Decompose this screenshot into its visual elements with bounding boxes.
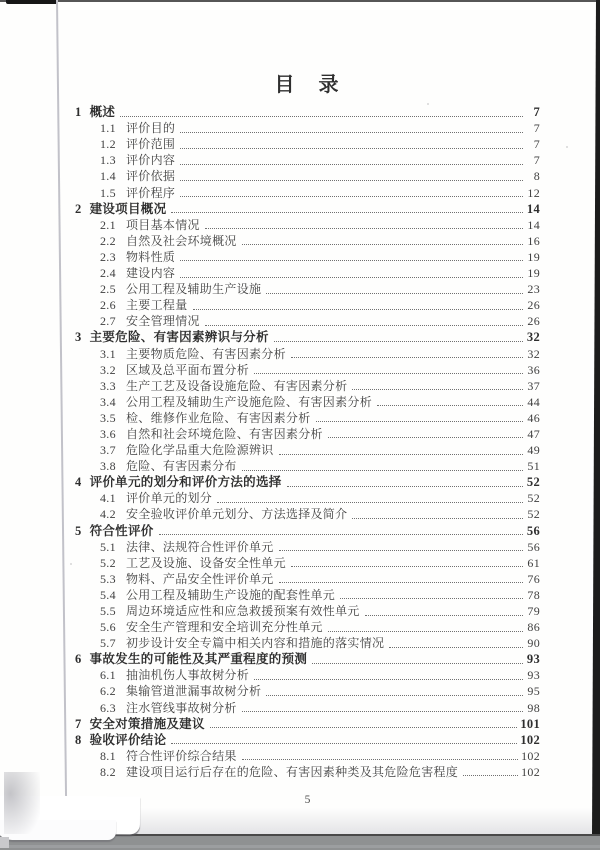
dot-leader — [340, 598, 523, 599]
toc-entry — [75, 603, 540, 619]
toc-entry-number: 2.4 — [100, 266, 116, 281]
toc-entry-page: 93 — [527, 668, 540, 683]
scan-top-edge — [0, 0, 600, 2]
toc-entry-page: 19 — [527, 266, 540, 281]
toc-list — [75, 104, 540, 780]
toc-entry-number: 4 — [75, 475, 82, 490]
toc-entry-label: 安全验收评价单元划分、方法选择及简介 — [126, 507, 348, 522]
toc-entry-label: 概述 — [89, 105, 116, 120]
dot-leader — [279, 582, 523, 583]
dot-leader — [328, 437, 523, 438]
toc-entry-page: 37 — [527, 378, 540, 393]
toc-entry — [75, 265, 540, 281]
toc-entry — [75, 394, 540, 410]
toc-entry — [75, 571, 540, 587]
dot-leader — [210, 727, 518, 728]
toc-entry-label: 自然和社会环境危险、有害因素分析 — [126, 426, 323, 441]
toc-entry-label: 检、维修作业危险、有害因素分析 — [126, 410, 311, 425]
toc-entry-page: 8 — [533, 169, 540, 184]
toc-entry — [75, 764, 540, 780]
toc-entry-label: 安全管理情况 — [126, 314, 200, 329]
table-of-contents — [75, 72, 540, 806]
toc-entry-page: 52 — [527, 491, 540, 506]
toc-entry — [75, 442, 540, 458]
toc-entry-label: 建设内容 — [126, 266, 176, 281]
toc-entry-label: 评价单元的划分 — [126, 491, 213, 506]
toc-entry — [75, 120, 540, 136]
toc-entry-page: 23 — [527, 282, 540, 297]
toc-entry-page: 36 — [527, 362, 540, 377]
dot-leader — [180, 196, 523, 197]
toc-entry-page: 7 — [533, 105, 540, 120]
toc-entry-number: 2.2 — [100, 233, 116, 248]
dot-leader — [242, 759, 518, 760]
toc-entry-page: 102 — [521, 748, 540, 763]
toc-entry-label: 符合性评价综合结果 — [126, 748, 237, 763]
toc-entry-number: 2.7 — [100, 314, 116, 329]
toc-entry-page: 49 — [527, 443, 540, 458]
toc-entry-label: 安全对策措施及建议 — [89, 716, 205, 731]
toc-entry-number: 1 — [75, 105, 82, 120]
toc-entry-page: 78 — [527, 587, 540, 602]
toc-entry-number: 5.6 — [100, 620, 116, 635]
toc-entry-label: 主要工程量 — [126, 298, 188, 313]
toc-entry — [75, 426, 540, 442]
toc-entry-number: 2 — [75, 201, 82, 216]
toc-entry-label: 评价程序 — [126, 185, 176, 200]
toc-entry — [75, 555, 540, 571]
toc-entry-number: 4.1 — [100, 491, 116, 506]
dot-leader — [171, 212, 523, 213]
toc-entry-number: 6.1 — [100, 668, 116, 683]
page-curl-shading — [4, 772, 40, 834]
toc-entry-number: 6.3 — [100, 700, 116, 715]
toc-entry — [75, 281, 540, 297]
dot-leader — [180, 132, 523, 133]
toc-entry-label: 法律、法规符合性评价单元 — [126, 539, 274, 554]
toc-entry-number: 8 — [75, 732, 82, 747]
toc-entry-label: 评价范围 — [126, 137, 176, 152]
toc-entry-number: 6 — [75, 652, 82, 667]
toc-entry-number: 6.2 — [100, 684, 116, 699]
toc-entry-page: 16 — [527, 233, 540, 248]
toc-entry-label: 工艺及设施、设备安全性单元 — [126, 555, 286, 570]
toc-entry-number: 1.5 — [100, 185, 116, 200]
toc-entry-page: 46 — [527, 410, 540, 425]
toc-entry — [75, 378, 540, 394]
toc-entry-page: 102 — [520, 732, 540, 747]
dot-leader — [266, 695, 523, 696]
toc-entry-label: 初步设计安全专篇中相关内容和措施的落实情况 — [126, 636, 385, 651]
dot-leader — [120, 116, 523, 117]
toc-entry — [75, 136, 540, 152]
toc-entry-label: 建设项目运行后存在的危险、有害因素种类及其危险危害程度 — [126, 764, 459, 779]
toc-entry-number: 3 — [75, 330, 82, 345]
toc-entry-number: 1.3 — [100, 153, 116, 168]
toc-entry-label: 公用工程及辅助生产设施 — [126, 282, 262, 297]
dot-leader — [217, 502, 523, 503]
toc-entry-label: 公用工程及辅助生产设施的配套性单元 — [126, 587, 336, 602]
toc-entry-number: 5.7 — [100, 636, 116, 651]
toc-entry-page: 47 — [527, 426, 540, 441]
toc-entry — [75, 362, 540, 378]
toc-entry-number: 2.5 — [100, 282, 116, 297]
toc-entry-label: 符合性评价 — [89, 523, 154, 538]
dot-leader — [266, 293, 523, 294]
toc-entry-page: 7 — [533, 153, 540, 168]
dot-leader — [287, 486, 523, 487]
dot-leader — [180, 164, 523, 165]
toc-entry — [75, 410, 540, 426]
toc-entry-page: 76 — [527, 571, 540, 586]
toc-entry-page: 51 — [527, 459, 540, 474]
footer-page-number: 5 — [304, 793, 311, 806]
toc-entry — [75, 522, 540, 538]
toc-entry-number: 5.4 — [100, 587, 116, 602]
toc-entry-label: 主要危险、有害因素辨识与分析 — [89, 330, 269, 345]
toc-entry — [75, 651, 540, 667]
toc-entry — [75, 474, 540, 490]
toc-entry-page: 7 — [533, 137, 540, 152]
dot-leader — [377, 405, 523, 406]
dot-leader — [242, 244, 523, 245]
toc-entry-label: 注水管线事故树分析 — [126, 700, 237, 715]
toc-entry-label: 抽油机伤人事故树分析 — [126, 668, 250, 683]
toc-entry-number: 3.6 — [100, 426, 116, 441]
toc-entry-page: 19 — [527, 249, 540, 264]
dot-leader — [180, 180, 523, 181]
toc-entry-label: 区域及总平面布置分析 — [126, 362, 250, 377]
toc-entry-page: 79 — [527, 604, 540, 618]
toc-entry-label: 自然及社会环境概况 — [126, 233, 237, 248]
toc-entry-label: 建设项目概况 — [89, 201, 167, 216]
toc-entry-number: 1.2 — [100, 137, 116, 152]
toc-entry-label: 项目基本情况 — [126, 217, 200, 232]
toc-entry — [75, 490, 540, 506]
toc-entry-number: 3.1 — [100, 346, 116, 361]
dot-leader — [274, 341, 523, 342]
toc-entry-number: 8.2 — [100, 764, 116, 779]
dot-leader — [463, 775, 518, 776]
dot-leader — [328, 631, 523, 632]
dot-leader — [254, 373, 523, 374]
toc-entry-page: 95 — [527, 684, 540, 699]
toc-entry-label: 事故发生的可能性及其严重程度的预测 — [89, 652, 308, 667]
toc-entry — [75, 104, 540, 120]
dot-leader — [365, 615, 523, 616]
toc-entry-label: 评价单元的划分和评价方法的选择 — [89, 475, 282, 490]
toc-entry-page: 14 — [527, 217, 540, 232]
toc-entry-label: 公用工程及辅助生产设施危险、有害因素分析 — [126, 394, 373, 409]
toc-entry — [75, 233, 540, 249]
toc-entry-number: 7 — [75, 716, 82, 731]
toc-entry-page: 26 — [527, 298, 540, 313]
toc-entry-page: 61 — [527, 555, 540, 570]
dot-leader — [171, 743, 517, 744]
toc-entry-label: 物料性质 — [126, 249, 176, 264]
dot-leader — [242, 470, 523, 471]
dot-leader — [180, 260, 523, 261]
dot-leader — [389, 647, 523, 648]
dot-leader — [180, 277, 523, 278]
toc-entry-label: 评价依据 — [126, 169, 176, 184]
toc-entry-page: 56 — [527, 539, 540, 554]
toc-entry-number: 3.7 — [100, 443, 116, 458]
toc-entry-page: 12 — [527, 185, 540, 200]
toc-entry-label: 周边环境适应性和应急救援预案有效性单元 — [126, 604, 360, 618]
toc-entry-number: 3.8 — [100, 459, 116, 474]
toc-entry-number: 4.2 — [100, 507, 116, 522]
toc-entry-number: 1.1 — [100, 121, 116, 136]
dot-leader — [312, 663, 523, 664]
toc-entry-label: 危险化学品重大危险源辨识 — [126, 443, 274, 458]
toc-entry-number: 2.6 — [100, 298, 116, 313]
toc-entry — [75, 168, 540, 184]
toc-entry — [75, 683, 540, 699]
toc-entry — [75, 249, 540, 265]
scan-top-left-smudge — [6, 0, 58, 4]
dot-leader — [159, 534, 523, 535]
dot-leader — [205, 325, 523, 326]
toc-entry-number: 5 — [75, 523, 82, 538]
toc-entry-page: 86 — [527, 620, 540, 635]
toc-entry-page: 102 — [521, 764, 540, 779]
toc-entry-number: 5.1 — [100, 539, 116, 554]
toc-entry — [75, 732, 540, 748]
toc-entry-number: 3.4 — [100, 394, 116, 409]
toc-entry-page: 32 — [526, 330, 540, 345]
toc-entry-label: 集输管道泄漏事故树分析 — [126, 684, 262, 699]
toc-entry-number: 3.5 — [100, 410, 116, 425]
toc-entry-number: 5.5 — [100, 604, 116, 618]
toc-entry-label: 验收评价结论 — [89, 732, 167, 747]
toc-entry — [75, 619, 540, 635]
dot-leader — [242, 711, 523, 712]
toc-entry-page: 52 — [526, 475, 540, 490]
toc-entry-label: 物料、产品安全性评价单元 — [126, 571, 274, 586]
toc-entry — [75, 201, 540, 217]
toc-entry-label: 危险、有害因素分布 — [126, 459, 237, 474]
toc-entry-page: 101 — [520, 716, 540, 731]
toc-entry-page: 26 — [527, 314, 540, 329]
toc-entry-number: 1.4 — [100, 169, 116, 184]
dot-leader — [279, 454, 523, 455]
toc-entry-number: 5.3 — [100, 571, 116, 586]
toc-entry — [75, 667, 540, 683]
toc-entry-page: 7 — [533, 121, 540, 136]
scan-band-left-corner — [0, 837, 9, 848]
toc-entry-page: 98 — [527, 700, 540, 715]
toc-entry — [75, 539, 540, 555]
toc-entry-page: 56 — [526, 523, 540, 538]
toc-entry-number: 3.2 — [100, 362, 116, 377]
dot-leader — [352, 389, 523, 390]
scan-speck — [566, 146, 568, 148]
dot-leader — [180, 148, 523, 149]
toc-entry-number: 2.1 — [100, 217, 116, 232]
toc-entry — [75, 217, 540, 233]
toc-entry-label: 评价内容 — [126, 153, 176, 168]
toc-entry-page: 93 — [526, 652, 540, 667]
dot-leader — [205, 228, 523, 229]
toc-entry-label: 评价目的 — [126, 121, 176, 136]
toc-entry-number: 3.3 — [100, 378, 116, 393]
dot-leader — [291, 357, 523, 358]
toc-entry-label: 主要物质危险、有害因素分析 — [126, 346, 286, 361]
dot-leader — [291, 566, 523, 567]
toc-entry-number: 8.1 — [100, 748, 116, 763]
toc-entry-page: 14 — [526, 201, 540, 216]
toc-entry-page: 90 — [527, 636, 540, 651]
toc-entry — [75, 152, 540, 168]
toc-entry-label: 安全生产管理和安全培训充分性单元 — [126, 620, 323, 635]
dot-leader — [316, 421, 523, 422]
page-left-edge-line — [56, 0, 67, 812]
toc-entry — [75, 297, 540, 313]
toc-entry-number: 5.2 — [100, 555, 116, 570]
toc-entry-label: 生产工艺及设备设施危险、有害因素分析 — [126, 378, 348, 393]
dot-leader — [352, 518, 523, 519]
toc-entry-page: 44 — [527, 394, 540, 409]
dot-leader — [193, 309, 523, 310]
page-title: 目 录 — [274, 74, 341, 96]
toc-entry — [75, 587, 540, 603]
scan-speck — [70, 563, 72, 565]
toc-entry-page: 52 — [527, 507, 540, 522]
dot-leader — [279, 550, 523, 551]
toc-entry-number: 2.3 — [100, 249, 116, 264]
toc-entry-page: 32 — [527, 346, 540, 361]
toc-entry — [75, 329, 540, 345]
dot-leader — [254, 679, 523, 680]
toc-entry — [75, 345, 540, 361]
toc-entry — [75, 748, 540, 764]
